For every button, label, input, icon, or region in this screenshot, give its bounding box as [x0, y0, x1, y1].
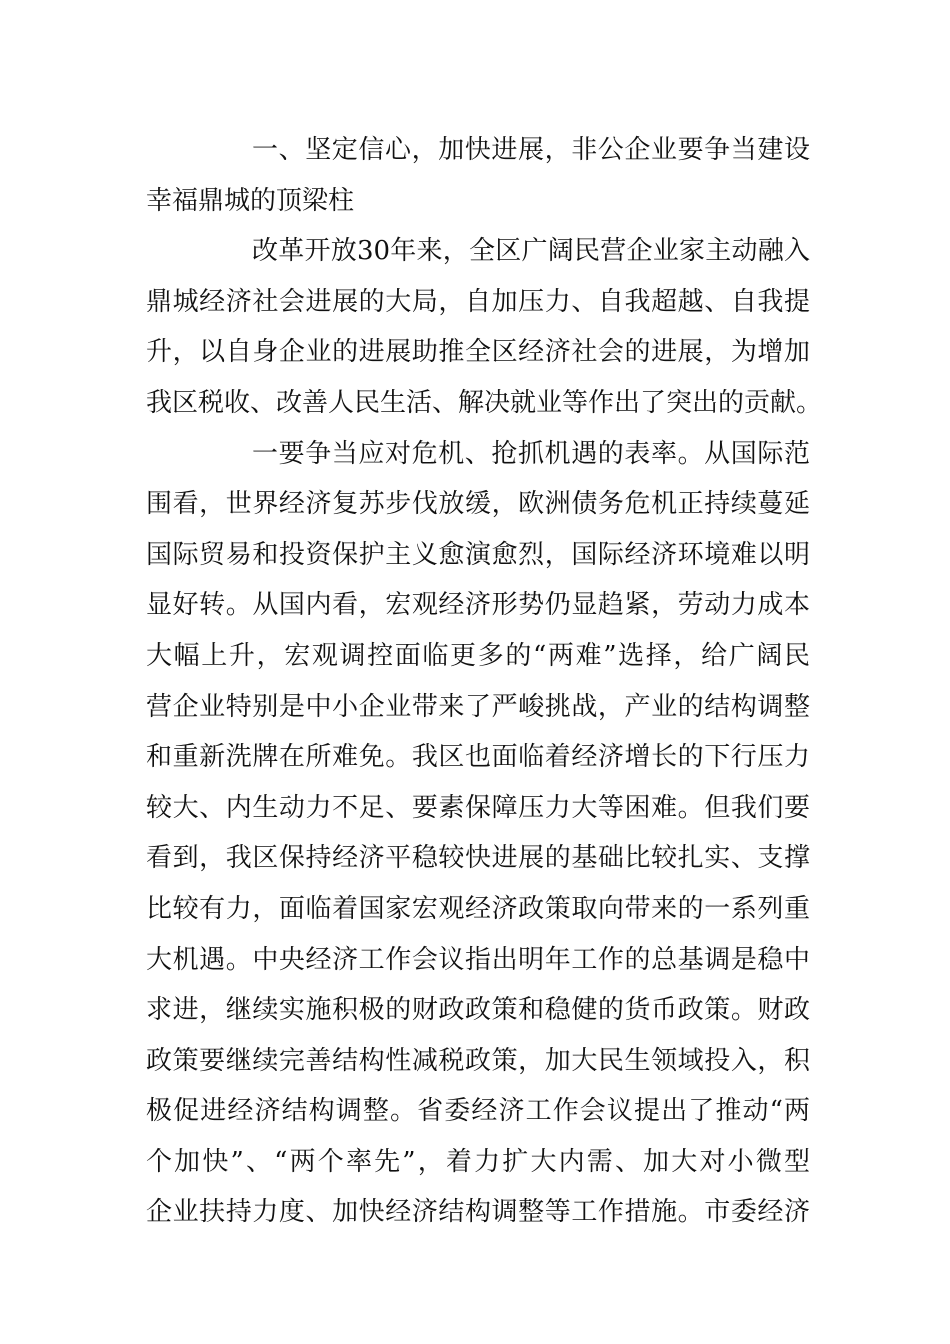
- paragraph-2-line-4: 显好转。从国内看，宏观经济形势仍显趋紧，劳动力成本: [146, 590, 810, 621]
- paragraph-2-line-15: 个加快”、“两个率先”，着力扩大内需、加大对小微型: [146, 1146, 810, 1177]
- paragraph-2-line-1: 一要争当应对危机、抢抓机遇的表率。从国际范: [252, 438, 810, 469]
- paragraph-2-line-3: 国际贸易和投资保护主义愈演愈烈，国际经济环境难以明: [146, 539, 810, 570]
- paragraph-2-line-2: 围看，世界经济复苏步伐放缓，欧洲债务危机正持续蔓延: [146, 489, 810, 520]
- paragraph-2-line-13: 政策要继续完善结构性减税政策，加大民生领域投入，积: [146, 1045, 810, 1076]
- paragraph-2-line-8: 较大、内生动力不足、要素保障压力大等困难。但我们要: [146, 792, 810, 823]
- paragraph-1-line-3: 升，以自身企业的进展助推全区经济社会的进展，为增加: [146, 337, 810, 368]
- paragraph-2-line-11: 大机遇。中央经济工作会议指出明年工作的总基调是稳中: [146, 944, 810, 975]
- paragraph-1-line-2: 鼎城经济社会进展的大局，自加压力、自我超越、自我提: [146, 286, 810, 317]
- heading-line-1: 一、坚定信心，加快进展，非公企业要争当建设: [252, 135, 810, 165]
- document-body: [146, 125, 823, 1238]
- paragraph-2-line-9: 看到，我区保持经济平稳较快进展的基础比较扎实、支撑: [146, 843, 810, 874]
- paragraph-1-line-4: 我区税收、改善人民生活、解决就业等作出了突出的贡献。: [146, 387, 823, 418]
- paragraph-2-line-12: 求进，继续实施积极的财政政策和稳健的货币政策。财政: [146, 995, 810, 1026]
- paragraph-2-line-10: 比较有力，面临着国家宏观经济政策取向带来的一系列重: [146, 893, 810, 924]
- paragraph-1-line-1: 改革开放30年来，全区广阔民营企业家主动融入: [252, 236, 810, 267]
- paragraph-2-line-7: 和重新洗牌在所难免。我区也面临着经济增长的下行压力: [146, 742, 810, 773]
- paragraph-2-line-5: 大幅上升，宏观调控面临更多的“两难”选择，给广阔民: [146, 640, 810, 671]
- paragraph-2-line-16: 企业扶持力度、加快经济结构调整等工作措施。市委经济: [146, 1197, 810, 1228]
- heading-line-2: 幸福鼎城的顶梁柱: [146, 185, 355, 216]
- paragraph-2-line-14: 极促进经济结构调整。省委经济工作会议提出了推动“两: [146, 1096, 810, 1127]
- paragraph-2-line-6: 营企业特别是中小企业带来了严峻挑战，产业的结构调整: [146, 691, 810, 722]
